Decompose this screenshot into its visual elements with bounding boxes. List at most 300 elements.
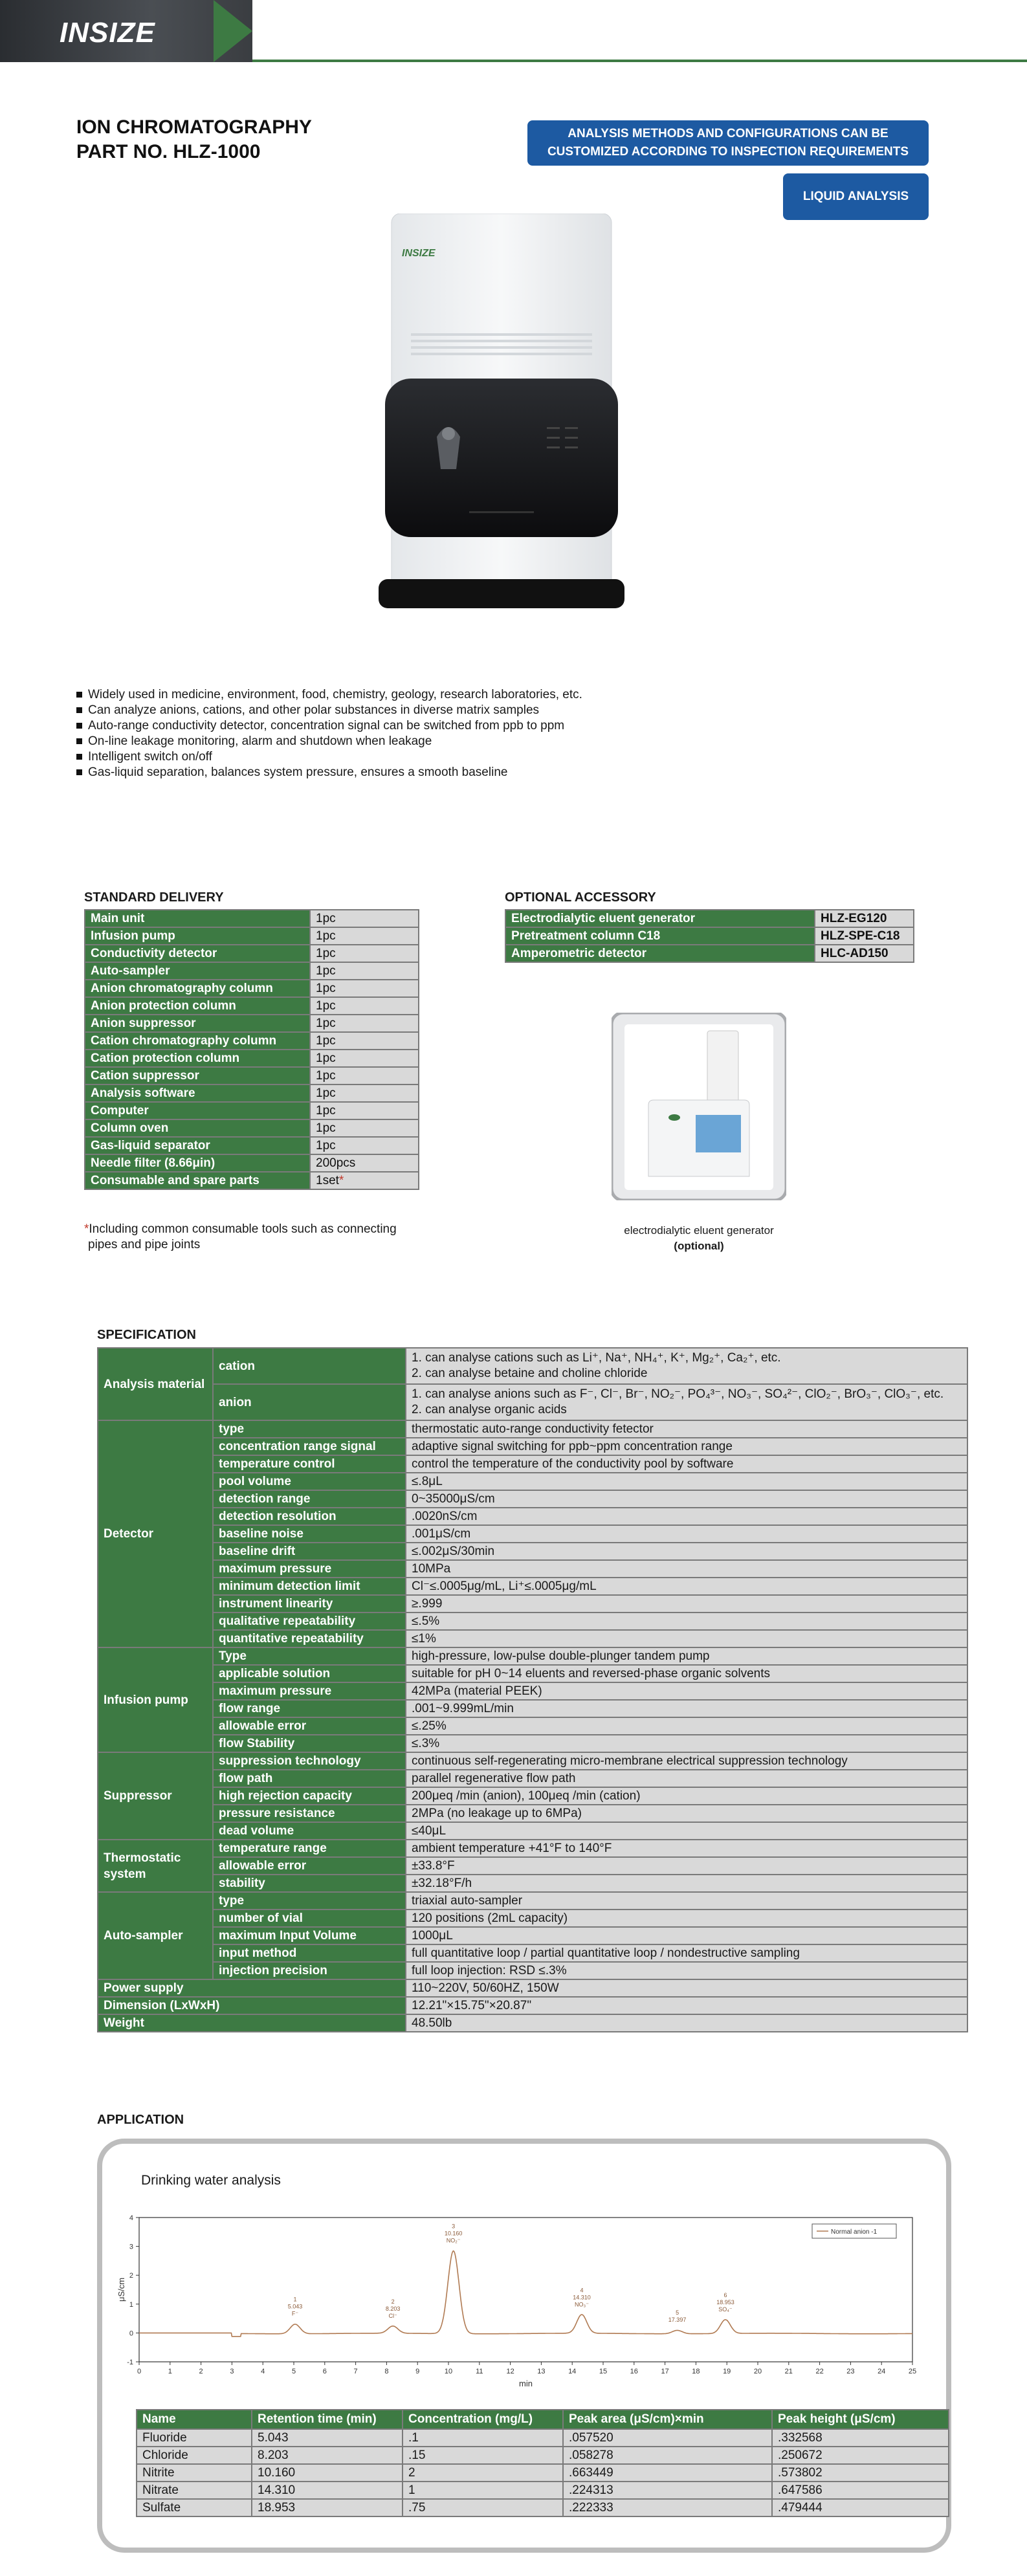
spec-row	[98, 1508, 967, 1525]
delivery-item: Cation suppressor	[85, 1067, 310, 1084]
spec-key: concentration range signal	[213, 1438, 406, 1455]
delivery-row	[85, 927, 419, 945]
spec-key: maximum pressure	[213, 1560, 406, 1578]
legend-label: Normal anion -1	[831, 2229, 878, 2236]
spec-key: cation	[213, 1348, 406, 1384]
brand-logo: INSIZE	[60, 17, 155, 49]
feature-item: Auto-range conductivity detector, concentration signal can be switched from ppb to ppm	[76, 718, 582, 734]
results-cell: .573802	[772, 2464, 949, 2482]
results-row	[137, 2482, 949, 2499]
results-table	[136, 2409, 949, 2517]
spec-row	[98, 1647, 967, 1665]
delivery-qty: 1pc	[310, 997, 419, 1015]
x-tick-label: 5	[291, 2368, 296, 2375]
footnote-line-1: Including common consumable tools such as connecting	[89, 1222, 397, 1236]
specification-heading: SPECIFICATION	[97, 1328, 196, 1342]
delivery-row	[85, 997, 419, 1015]
spec-value: ±33.8°F	[406, 1857, 967, 1875]
spec-value: .0020nS/cm	[406, 1508, 967, 1525]
spec-row	[98, 1384, 967, 1420]
x-tick-label: 20	[753, 2368, 762, 2375]
x-tick-label: 25	[908, 2368, 917, 2375]
product-name: ION CHROMATOGRAPHY	[76, 116, 312, 138]
spec-value	[406, 1348, 967, 1384]
x-tick-label: 22	[815, 2368, 824, 2375]
plot-frame	[139, 2218, 912, 2362]
y-tick-label: 2	[129, 2272, 133, 2280]
spec-row	[98, 1613, 967, 1630]
x-tick-label: 9	[415, 2368, 420, 2375]
customization-line-2: CUSTOMIZED ACCORDING TO INSPECTION REQUIREMENTS	[547, 145, 909, 159]
peak-label: SO₄⁻	[718, 2306, 733, 2313]
spec-key: detection resolution	[213, 1508, 406, 1525]
x-tick-label: 7	[353, 2368, 358, 2375]
x-tick-label: 17	[661, 2368, 669, 2375]
spec-row	[98, 1682, 967, 1700]
spec-value: full quantitative loop / partial quantitative loop / nondestructive sampling	[406, 1944, 967, 1962]
spec-value: Cl⁻≤.0005μg/mL, Li⁺≤.0005μg/mL	[406, 1578, 967, 1595]
spec-row	[98, 1630, 967, 1647]
header-accent	[214, 0, 252, 62]
delivery-qty: 1pc	[310, 1050, 419, 1067]
accessory-row	[505, 927, 914, 945]
footnote-star: *	[84, 1222, 89, 1236]
peak-label: 14.310	[573, 2294, 591, 2301]
delivery-row	[85, 1067, 419, 1084]
device-logo: INSIZE	[402, 248, 436, 259]
results-row	[137, 2499, 949, 2516]
spec-value: high-pressure, low-pulse double-plunger tandem pump	[406, 1647, 967, 1665]
results-cell: .75	[403, 2499, 563, 2516]
results-cell: Chloride	[137, 2447, 252, 2464]
optional-accessory-table	[505, 909, 914, 963]
results-cell: .224313	[563, 2482, 772, 2499]
results-cell: .250672	[772, 2447, 949, 2464]
spec-value: ≤40μL	[406, 1822, 967, 1840]
spec-key: allowable error	[213, 1857, 406, 1875]
results-cell: .663449	[563, 2464, 772, 2482]
qty-star: *	[338, 1174, 344, 1187]
results-cell: .479444	[772, 2499, 949, 2516]
peak-label: 4	[580, 2287, 584, 2294]
spec-row	[98, 1962, 967, 1979]
delivery-qty: 200pcs	[310, 1154, 419, 1172]
x-tick-label: 24	[878, 2368, 886, 2375]
spec-group: Weight	[98, 2014, 406, 2032]
x-tick-label: 3	[230, 2368, 234, 2375]
spec-row	[98, 1822, 967, 1840]
peak-label: F⁻	[291, 2310, 299, 2317]
x-tick-label: 0	[137, 2368, 142, 2375]
spec-value: adaptive signal switching for ppb~ppm concentration range	[406, 1438, 967, 1455]
spec-group: Detector	[98, 1420, 213, 1647]
spec-row	[98, 1979, 967, 1997]
results-cell: .647586	[772, 2482, 949, 2499]
spec-row	[98, 1892, 967, 1910]
accessory-name: Amperometric detector	[505, 945, 815, 962]
results-header: Peak area (μS/cm)×min	[563, 2410, 772, 2429]
spec-value: parallel regenerative flow path	[406, 1770, 967, 1787]
delivery-qty: 1pc	[310, 980, 419, 997]
spec-key: minimum detection limit	[213, 1578, 406, 1595]
y-axis-label: μS/cm	[116, 2277, 126, 2302]
delivery-item: Computer	[85, 1102, 310, 1119]
spec-row	[98, 1735, 967, 1752]
spec-key: pressure resistance	[213, 1805, 406, 1822]
results-row	[137, 2447, 949, 2464]
spec-row	[98, 1805, 967, 1822]
y-tick-label: 1	[129, 2300, 133, 2309]
spec-row	[98, 2014, 967, 2032]
delivery-qty: 1pc	[310, 945, 419, 962]
delivery-row	[85, 1172, 419, 1189]
delivery-footnote	[84, 1222, 397, 1253]
results-cell: Nitrate	[137, 2482, 252, 2499]
spec-key: injection precision	[213, 1962, 406, 1979]
results-cell: .222333	[563, 2499, 772, 2516]
spec-group: Analysis material	[98, 1348, 213, 1420]
spec-value: thermostatic auto-range conductivity fetector	[406, 1420, 967, 1438]
accessory-row	[505, 945, 914, 962]
delivery-qty: 1pc	[310, 910, 419, 927]
results-cell: 10.160	[252, 2464, 403, 2482]
spec-key: Type	[213, 1647, 406, 1665]
footnote-line-2: pipes and pipe joints	[88, 1238, 201, 1251]
delivery-qty: 1pc	[310, 962, 419, 980]
delivery-row	[85, 962, 419, 980]
results-cell: 2	[403, 2464, 563, 2482]
spec-key: flow path	[213, 1770, 406, 1787]
spec-row	[98, 1543, 967, 1560]
spec-value: ≤.3%	[406, 1735, 967, 1752]
accessory-code: HLC-AD150	[815, 945, 914, 962]
delivery-item: Anion protection column	[85, 997, 310, 1015]
specification-table	[97, 1347, 968, 2032]
spec-row	[98, 1770, 967, 1787]
peak-label: 8.203	[385, 2306, 401, 2313]
spec-key: number of vial	[213, 1910, 406, 1927]
spec-row	[98, 1875, 967, 1892]
x-tick-label: 18	[692, 2368, 700, 2375]
spec-key: flow Stability	[213, 1735, 406, 1752]
delivery-qty: 1set*	[310, 1172, 419, 1189]
delivery-item: Main unit	[85, 910, 310, 927]
delivery-item: Conductivity detector	[85, 945, 310, 962]
spec-row	[98, 1525, 967, 1543]
spec-key: baseline drift	[213, 1543, 406, 1560]
x-tick-label: 2	[199, 2368, 203, 2375]
caption-text: electrodialytic eluent generator	[624, 1224, 774, 1237]
spec-value: continuous self-regenerating micro-membrane electrical suppression technology	[406, 1752, 967, 1770]
product-image	[379, 214, 624, 615]
spec-row	[98, 1560, 967, 1578]
x-tick-label: 11	[476, 2368, 483, 2375]
spec-value: triaxial auto-sampler	[406, 1892, 967, 1910]
delivery-row	[85, 1137, 419, 1154]
peak-label: 2	[391, 2298, 395, 2306]
spec-key: stability	[213, 1875, 406, 1892]
y-tick-label: 4	[129, 2214, 133, 2222]
spec-value: 120 positions (2mL capacity)	[406, 1910, 967, 1927]
spec-value: ≤.5%	[406, 1613, 967, 1630]
eluent-generator-image	[612, 1013, 786, 1200]
results-cell: .332568	[772, 2429, 949, 2447]
peak-label: NO₃⁻	[575, 2301, 589, 2308]
delivery-qty: 1pc	[310, 1067, 419, 1084]
spec-key: suppression technology	[213, 1752, 406, 1770]
part-number: PART NO. HLZ-1000	[76, 141, 261, 162]
delivery-item: Anion chromatography column	[85, 980, 310, 997]
spec-key: type	[213, 1892, 406, 1910]
y-tick-label: -1	[127, 2359, 133, 2366]
spec-group: Auto-sampler	[98, 1892, 213, 1979]
peak-label: 3	[452, 2223, 456, 2230]
x-tick-label: 13	[537, 2368, 546, 2375]
delivery-qty: 1pc	[310, 1084, 419, 1102]
spec-group: Infusion pump	[98, 1647, 213, 1752]
x-tick-label: 14	[568, 2368, 577, 2375]
spec-row	[98, 1490, 967, 1508]
delivery-row	[85, 945, 419, 962]
peak-label: 18.953	[716, 2299, 734, 2306]
spec-key: temperature control	[213, 1455, 406, 1473]
standard-delivery-table	[84, 909, 419, 1190]
spec-row	[98, 1910, 967, 1927]
results-cell: Nitrite	[137, 2464, 252, 2482]
x-axis-label: min	[519, 2379, 533, 2388]
spec-row	[98, 1665, 967, 1682]
spec-value: 200μeq /min (anion), 100μeq /min (cation)	[406, 1787, 967, 1805]
spec-row	[98, 1857, 967, 1875]
spec-row	[98, 1348, 967, 1384]
accessory-name: Electrodialytic eluent generator	[505, 910, 815, 927]
x-tick-label: 15	[599, 2368, 608, 2375]
category-tag: LIQUID ANALYSIS	[783, 173, 929, 220]
spec-key: quantitative repeatability	[213, 1630, 406, 1647]
results-cell: Fluoride	[137, 2429, 252, 2447]
spec-row	[98, 1997, 967, 2014]
spec-group: Power supply	[98, 1979, 406, 1997]
delivery-item: Needle filter (8.66μin)	[85, 1154, 310, 1172]
y-tick-label: 0	[129, 2329, 133, 2338]
x-tick-label: 21	[784, 2368, 793, 2375]
peak-label: 1	[293, 2296, 297, 2303]
delivery-item: Gas-liquid separator	[85, 1137, 310, 1154]
delivery-item: Cation protection column	[85, 1050, 310, 1067]
delivery-row	[85, 1032, 419, 1050]
spec-value: ≥.999	[406, 1595, 967, 1613]
spec-row	[98, 1840, 967, 1857]
delivery-row	[85, 980, 419, 997]
x-tick-label: 23	[846, 2368, 855, 2375]
delivery-item: Auto-sampler	[85, 962, 310, 980]
accessory-name: Pretreatment column C18	[505, 927, 815, 945]
delivery-qty: 1pc	[310, 1119, 419, 1137]
spec-value: .001~9.999mL/min	[406, 1700, 967, 1717]
spec-key: qualitative repeatability	[213, 1613, 406, 1630]
feature-item: On-line leakage monitoring, alarm and shutdown when leakage	[76, 734, 582, 749]
spec-key: high rejection capacity	[213, 1787, 406, 1805]
spec-value: control the temperature of the conductivity pool by software	[406, 1455, 967, 1473]
feature-item: Can analyze anions, cations, and other polar substances in diverse matrix samples	[76, 703, 582, 718]
x-tick-label: 8	[384, 2368, 389, 2375]
delivery-item: Infusion pump	[85, 927, 310, 945]
spec-group: Suppressor	[98, 1752, 213, 1840]
results-cell: 14.310	[252, 2482, 403, 2499]
x-tick-label: 12	[506, 2368, 514, 2375]
spec-value: .001μS/cm	[406, 1525, 967, 1543]
peak-label: 6	[723, 2292, 727, 2299]
results-cell: 18.953	[252, 2499, 403, 2516]
spec-value: 12.21"×15.75"×20.87"	[406, 1997, 967, 2014]
peak-label: 17.397	[668, 2317, 687, 2324]
feature-item: Widely used in medicine, environment, food, chemistry, geology, research laboratories, etc.	[76, 687, 582, 703]
cation-line-1: 1. can analyse cations such as Li⁺, Na⁺, NH₄⁺, K⁺, Mg₂⁺, Ca₂⁺, etc.	[412, 1351, 781, 1365]
delivery-row	[85, 1154, 419, 1172]
spec-key: flow range	[213, 1700, 406, 1717]
spec-value: ≤.25%	[406, 1717, 967, 1735]
spec-row	[98, 1438, 967, 1455]
spec-value: 48.50lb	[406, 2014, 967, 2032]
results-cell: Sulfate	[137, 2499, 252, 2516]
feature-list	[76, 687, 582, 780]
spec-value: 42MPa (material PEEK)	[406, 1682, 967, 1700]
spec-value: ambient temperature +41°F to 140°F	[406, 1840, 967, 1857]
spec-value: 0~35000μS/cm	[406, 1490, 967, 1508]
spec-key: pool volume	[213, 1473, 406, 1490]
peak-label: NO₂⁻	[446, 2237, 461, 2244]
delivery-row	[85, 1084, 419, 1102]
spec-row	[98, 1927, 967, 1944]
spec-value: 10MPa	[406, 1560, 967, 1578]
spec-row	[98, 1944, 967, 1962]
results-cell: .057520	[563, 2429, 772, 2447]
eluent-generator-caption	[582, 1223, 815, 1254]
customization-banner	[527, 120, 929, 166]
x-tick-label: 4	[261, 2368, 265, 2375]
spec-key: instrument linearity	[213, 1595, 406, 1613]
spec-row	[98, 1420, 967, 1438]
x-tick-label: 6	[322, 2368, 327, 2375]
delivery-row	[85, 910, 419, 927]
spec-value: 1000μL	[406, 1927, 967, 1944]
product-title	[76, 115, 312, 164]
results-row	[137, 2464, 949, 2482]
chromatogram-chart	[116, 2210, 929, 2397]
optional-accessory-heading: OPTIONAL ACCESSORY	[505, 890, 656, 905]
delivery-qty: 1pc	[310, 1032, 419, 1050]
spec-row	[98, 1787, 967, 1805]
spec-row	[98, 1752, 967, 1770]
spec-value: ≤1%	[406, 1630, 967, 1647]
delivery-item: Analysis software	[85, 1084, 310, 1102]
results-cell: .058278	[563, 2447, 772, 2464]
delivery-qty: 1pc	[310, 1137, 419, 1154]
x-tick-label: 19	[723, 2368, 731, 2375]
spec-row	[98, 1455, 967, 1473]
anion-line-2: 2. can analyse organic acids	[412, 1403, 567, 1416]
delivery-row	[85, 1015, 419, 1032]
spec-value: ≤.002μS/30min	[406, 1543, 967, 1560]
spec-group: Dimension (LxWxH)	[98, 1997, 406, 2014]
spec-row	[98, 1473, 967, 1490]
spec-value	[406, 1384, 967, 1420]
delivery-item: Column oven	[85, 1119, 310, 1137]
results-cell: .1	[403, 2429, 563, 2447]
spec-value: full loop injection: RSD ≤.3%	[406, 1962, 967, 1979]
chromatogram-trace	[139, 2251, 912, 2337]
accessory-code: HLZ-EG120	[815, 910, 914, 927]
spec-key: applicable solution	[213, 1665, 406, 1682]
results-cell: .15	[403, 2447, 563, 2464]
results-cell: 5.043	[252, 2429, 403, 2447]
delivery-qty: 1pc	[310, 1015, 419, 1032]
delivery-row	[85, 1050, 419, 1067]
spec-row	[98, 1717, 967, 1735]
spec-key: detection range	[213, 1490, 406, 1508]
x-tick-label: 10	[444, 2368, 453, 2375]
spec-key: anion	[213, 1384, 406, 1420]
accessory-row	[505, 910, 914, 927]
caption-optional: (optional)	[674, 1240, 724, 1252]
delivery-item: Cation chromatography column	[85, 1032, 310, 1050]
spec-group: Thermostatic system	[98, 1840, 213, 1892]
peak-label: 5.043	[287, 2303, 303, 2310]
results-header: Name	[137, 2410, 252, 2429]
spec-key: maximum Input Volume	[213, 1927, 406, 1944]
standard-delivery-heading: STANDARD DELIVERY	[84, 890, 224, 905]
cation-line-2: 2. can analyse betaine and choline chloride	[412, 1367, 648, 1380]
spec-value: suitable for pH 0~14 eluents and reversed-phase organic solvents	[406, 1665, 967, 1682]
spec-value: ≤.8μL	[406, 1473, 967, 1490]
spec-key: allowable error	[213, 1717, 406, 1735]
results-cell: 1	[403, 2482, 563, 2499]
spec-key: input method	[213, 1944, 406, 1962]
delivery-item: Consumable and spare parts	[85, 1172, 310, 1189]
spec-key: type	[213, 1420, 406, 1438]
chart-title: Drinking water analysis	[141, 2173, 281, 2188]
customization-line-1: ANALYSIS METHODS AND CONFIGURATIONS CAN BE	[568, 127, 889, 140]
feature-item: Gas-liquid separation, balances system pressure, ensures a smooth baseline	[76, 765, 582, 780]
spec-value: 2MPa (no leakage up to 6MPa)	[406, 1805, 967, 1822]
delivery-item: Anion suppressor	[85, 1015, 310, 1032]
results-row	[137, 2429, 949, 2447]
spec-key: temperature range	[213, 1840, 406, 1857]
x-tick-label: 1	[168, 2368, 172, 2375]
peak-label: 10.160	[444, 2230, 463, 2237]
delivery-qty: 1pc	[310, 927, 419, 945]
spec-key: maximum pressure	[213, 1682, 406, 1700]
results-header: Retention time (min)	[252, 2410, 403, 2429]
peak-label: Cl⁻	[388, 2313, 397, 2320]
delivery-row	[85, 1119, 419, 1137]
page-header	[0, 0, 1027, 62]
feature-item: Intelligent switch on/off	[76, 749, 582, 765]
x-tick-label: 16	[630, 2368, 638, 2375]
spec-key: baseline noise	[213, 1525, 406, 1543]
y-tick-label: 3	[129, 2243, 133, 2251]
results-cell: 8.203	[252, 2447, 403, 2464]
results-header-row	[137, 2410, 949, 2429]
accessory-code: HLZ-SPE-C18	[815, 927, 914, 945]
spec-value: ±32.18°F/h	[406, 1875, 967, 1892]
peak-label: 5	[676, 2309, 679, 2317]
delivery-qty: 1pc	[310, 1102, 419, 1119]
application-heading: APPLICATION	[97, 2113, 184, 2127]
spec-row	[98, 1595, 967, 1613]
spec-key: dead volume	[213, 1822, 406, 1840]
spec-row	[98, 1578, 967, 1595]
